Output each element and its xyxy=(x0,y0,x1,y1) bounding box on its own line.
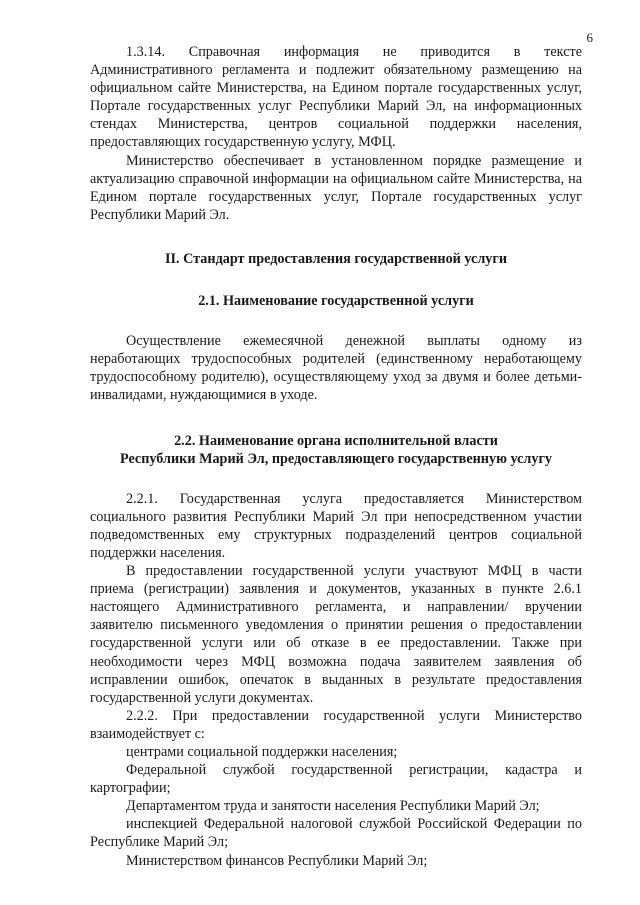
heading-line: Республики Марий Эл, предоставляющего государственную услугу xyxy=(119,450,553,467)
subsection-heading xyxy=(90,432,582,468)
paragraph: Департаментом труда и занятости населения Республики Марий Эл; xyxy=(126,798,540,815)
paragraph: 2.2.1. Государственная услуга предоставляется Министерством социального развития Республики Марий Эл при непосредственном участии подведомственных ему структурных подразделений центров социальной поддержки населения. xyxy=(90,490,582,561)
document-body xyxy=(90,43,582,870)
paragraph: В предоставлении государственной услуги участвуют МФЦ в части приема (регистрации) заявления и документов, указанных в пункте 2.6.1 настоящего Административного регламента, и направлении/ вручении заявителю письменного уведомления о принятии решения о предоставлении государственной услуги или об отказе в ее предоставлении. Также при необходимости через МФЦ возможна подача заявителем заявления об исправлении ошибок, опечаток в выданных в результате предоставления государственной услуги документах. xyxy=(90,563,582,706)
subsection-heading: 2.1. Наименование государственной услуги xyxy=(198,293,474,310)
section-heading: II. Стандарт предоставления государственной услуги xyxy=(164,250,508,267)
paragraph: Федеральной службой государственной регистрации, кадастра и картографии; xyxy=(90,762,582,797)
paragraph: инспекцией Федеральной налоговой службой Российской Федерации по Республике Марий Эл; xyxy=(90,816,582,851)
paragraph: центрами социальной поддержки населения; xyxy=(126,744,398,760)
paragraph: Министерство обеспечивает в установленном порядке размещение и актуализацию справочной информации на официальном сайте Министерства, на Едином портале государственных услуг, Портале государственных услуг Республики Марий Эл. xyxy=(90,152,582,223)
paragraph: 1.3.14. Справочная информация не приводится в тексте Административного регламента и подлежит обязательному размещению на официальном сайте Министерства, на Едином портале государственных услуг, Портале государственных услуг Республики Марий Эл, на информационных стендах Министерства, центров социальной поддержки населения, предоставляющих государственную услугу, МФЦ. xyxy=(90,44,582,151)
paragraph: Министерством финансов Республики Марий Эл; xyxy=(126,852,428,869)
paragraph: Осуществление ежемесячной денежной выплаты одному из неработающих трудоспособных родителей (единственному неработающему трудоспособному родителю), осуществляющему уход за двумя и более детьми-инвалидами, нуждающимися в уходе. xyxy=(90,333,582,404)
heading-line: 2.2. Наименование органа исполнительной власти xyxy=(174,432,498,449)
page-number: 6 xyxy=(586,30,593,45)
paragraph: 2.2.2. При предоставлении государственной услуги Министерство взаимодействует с: xyxy=(90,707,582,742)
